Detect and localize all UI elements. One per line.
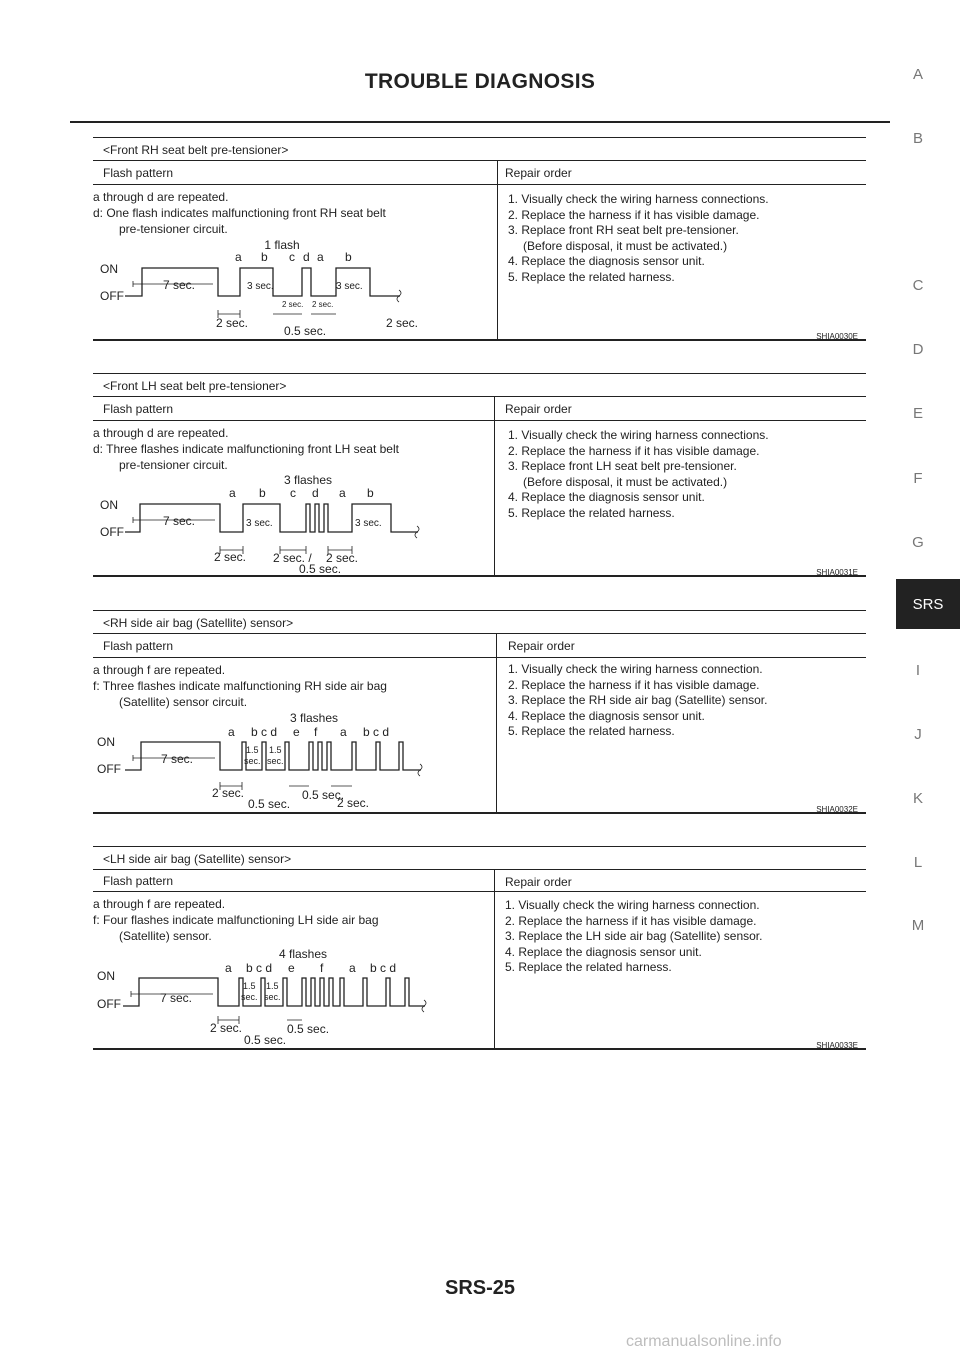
desc-line: a through f are repeated. <box>93 663 226 677</box>
repair-order-header: Repair order <box>505 402 572 416</box>
repair-order-header: Repair order <box>508 639 575 653</box>
segment-letter: b c d <box>251 725 278 739</box>
side-index-d[interactable]: D <box>912 341 924 358</box>
repair-step: 1. Visually check the wiring harness connection. <box>508 662 763 676</box>
block-rh-side-air-bag-sensor <box>93 610 866 815</box>
repair-step: 5. Replace the related harness. <box>505 960 672 974</box>
flash-count-label: 3 flashes <box>283 473 333 487</box>
time-label: 1.5 <box>266 981 279 991</box>
header-rule <box>93 633 866 634</box>
time-label: 3 sec. <box>247 281 274 292</box>
segment-letter: e <box>288 961 295 975</box>
flash-pattern-diagram <box>93 706 438 816</box>
side-index-i[interactable]: I <box>915 662 921 679</box>
time-label: 0.5 sec. <box>248 797 291 811</box>
desc-line: a through d are repeated. <box>93 190 229 204</box>
repair-step: 2. Replace the harness if it has visible damage. <box>505 913 757 928</box>
side-index-j[interactable]: J <box>914 726 922 743</box>
block-bottom-rule <box>93 339 866 341</box>
repair-step: 4. Replace the diagnosis sensor unit. <box>505 944 702 959</box>
repair-step: 3. Replace front LH seat belt pre-tensioner. <box>508 459 737 473</box>
segment-letter: a <box>339 486 346 500</box>
repair-step: (Before disposal, it must be activated.) <box>523 474 728 489</box>
on-label: ON <box>97 969 115 983</box>
time-label: 0.5 sec. <box>302 788 345 802</box>
repair-step: 3. Replace the RH side air bag (Satellite) sensor. <box>508 693 768 707</box>
desc-line: pre-tensioner circuit. <box>119 222 228 236</box>
side-index-e[interactable]: E <box>912 405 923 422</box>
column-divider <box>496 633 497 813</box>
time-label: 3 sec. <box>355 518 382 529</box>
segment-letter: b c d <box>370 961 397 975</box>
time-label: 2 sec. <box>216 316 249 330</box>
segment-letter: e <box>293 725 300 739</box>
time-label: 2 sec. <box>212 786 245 800</box>
column-divider <box>494 869 495 1049</box>
segment-letter: a <box>340 725 347 739</box>
time-label: 3 sec. <box>246 518 273 529</box>
repair-step: 2. Replace the harness if it has visible damage. <box>508 443 760 458</box>
pattern-description <box>93 662 387 710</box>
block-top-rule <box>93 137 866 138</box>
time-label: 1.5 <box>269 745 282 755</box>
figure-code: SHIA0032E <box>816 805 858 814</box>
pattern-description <box>93 189 386 237</box>
header-bottom-rule <box>93 184 866 185</box>
off-label: OFF <box>100 289 124 303</box>
segment-letter: b <box>345 250 352 264</box>
repair-step: 5. Replace the related harness. <box>508 505 675 520</box>
desc-line: (Satellite) sensor circuit. <box>119 695 248 709</box>
time-label: 0.5 sec. <box>284 324 327 338</box>
on-label: ON <box>100 262 118 276</box>
segment-letter: d <box>312 486 319 500</box>
segment-letter: b <box>367 486 374 500</box>
segment-letter: b <box>259 486 266 500</box>
title-divider <box>70 121 890 123</box>
desc-line: pre-tensioner circuit. <box>119 458 228 472</box>
flash-pattern-header: Flash pattern <box>103 639 174 653</box>
page-number: SRS-25 <box>444 1277 516 1299</box>
repair-step: 1. Visually check the wiring harness connection. <box>505 898 760 912</box>
segment-letter: a <box>229 486 236 500</box>
repair-step: 1. Visually check the wiring harness connections. <box>508 192 769 206</box>
block-heading: <Front RH seat belt pre-tensioner> <box>103 143 289 157</box>
side-index-a[interactable]: A <box>912 66 923 83</box>
repair-steps <box>508 662 767 740</box>
side-index-c[interactable]: C <box>912 277 924 294</box>
flash-pattern-header: Flash pattern <box>103 402 174 416</box>
block-bottom-rule <box>93 1048 866 1050</box>
time-label: sec. <box>241 992 258 1002</box>
desc-line: f: Three flashes indicate malfunctioning RH side air bag <box>93 679 387 693</box>
segment-letter: b <box>261 250 268 264</box>
block-front-rh-seat-belt <box>93 137 866 342</box>
time-label: 2 sec. <box>337 796 370 810</box>
on-label: ON <box>97 735 115 749</box>
time-label: 3 sec. <box>336 281 363 292</box>
segment-letter: f <box>314 725 318 739</box>
side-index-k[interactable]: K <box>912 790 923 807</box>
time-label: 7 sec. <box>160 991 193 1005</box>
side-index-srs-active[interactable]: SRS <box>896 579 960 629</box>
segment-letter: b c d <box>363 725 390 739</box>
segment-letter: c <box>290 486 296 500</box>
time-label: 2 sec. <box>326 551 359 565</box>
block-heading: <RH side air bag (Satellite) sensor> <box>103 616 294 630</box>
time-label: 2 sec. <box>214 550 247 564</box>
column-divider <box>494 396 495 576</box>
column-divider <box>497 160 498 339</box>
block-bottom-rule <box>93 575 866 577</box>
time-label: 1.5 <box>243 981 256 991</box>
time-label: 7 sec. <box>163 278 196 292</box>
block-top-rule <box>93 846 866 847</box>
block-front-lh-seat-belt <box>93 373 866 578</box>
segment-letter: d <box>303 250 310 264</box>
repair-step: 4. Replace the diagnosis sensor unit. <box>508 490 705 504</box>
repair-step: 3. Replace the LH side air bag (Satellite) sensor. <box>505 929 763 943</box>
flash-count-label: 4 flashes <box>278 947 328 961</box>
repair-steps <box>505 898 762 976</box>
repair-step: 2. Replace the harness if it has visible damage. <box>508 677 760 692</box>
off-label: OFF <box>100 525 124 539</box>
flash-count-label: 1 flash <box>264 238 300 252</box>
pattern-description <box>93 896 379 944</box>
flash-count-label: 3 flashes <box>289 711 339 725</box>
flash-pattern-header: Flash pattern <box>103 874 174 888</box>
desc-line: a through d are repeated. <box>93 426 229 440</box>
desc-line: d: One flash indicates malfunctioning front RH seat belt <box>93 206 386 220</box>
segment-letter: a <box>349 961 356 975</box>
repair-step: 2. Replace the harness if it has visible damage. <box>508 207 760 222</box>
off-label: OFF <box>97 762 121 776</box>
side-index-b[interactable]: B <box>912 130 923 147</box>
repair-step: 3. Replace front RH seat belt pre-tensioner. <box>508 223 739 237</box>
time-label: 2 sec. <box>282 300 304 309</box>
time-label: 0.5 sec. <box>287 1022 330 1036</box>
time-label: 7 sec. <box>163 514 196 528</box>
header-bottom-rule <box>93 420 866 421</box>
flash-pattern-diagram <box>93 942 438 1052</box>
segment-letter: a <box>225 961 232 975</box>
flash-pattern-diagram <box>93 232 438 342</box>
repair-order-header: Repair order <box>505 166 572 180</box>
time-label: 7 sec. <box>161 752 194 766</box>
desc-line: (Satellite) sensor. <box>119 929 212 943</box>
header-bottom-rule <box>93 657 866 658</box>
time-label: 2 sec. <box>210 1021 243 1035</box>
pattern-description <box>93 425 399 473</box>
block-top-rule <box>93 373 866 374</box>
side-index-l[interactable]: L <box>913 854 923 871</box>
block-bottom-rule <box>93 812 866 814</box>
time-label: 2 sec. / <box>273 551 312 565</box>
block-top-rule <box>93 610 866 611</box>
repair-steps <box>508 192 769 285</box>
block-heading: <LH side air bag (Satellite) sensor> <box>103 852 292 866</box>
side-index-f[interactable]: F <box>913 470 923 487</box>
repair-step: 4. Replace the diagnosis sensor unit. <box>508 254 705 268</box>
repair-step: (Before disposal, it must be activated.) <box>523 238 728 253</box>
block-lh-side-air-bag-sensor <box>93 846 866 1051</box>
time-label: 1.5 <box>246 745 259 755</box>
side-index-g[interactable]: G <box>912 534 924 551</box>
header-rule <box>93 396 866 397</box>
desc-line: d: Three flashes indicate malfunctioning front LH seat belt <box>93 442 399 456</box>
page-title: TROUBLE DIAGNOSIS <box>364 70 596 93</box>
header-bottom-rule <box>93 891 866 892</box>
repair-step: 4. Replace the diagnosis sensor unit. <box>508 708 705 723</box>
time-label: 2 sec. <box>386 316 419 330</box>
segment-letter: a <box>228 725 235 739</box>
repair-step: 5. Replace the related harness. <box>508 724 675 738</box>
time-label: 2 sec. <box>312 300 334 309</box>
segment-letter: a <box>317 250 324 264</box>
desc-line: f: Four flashes indicate malfunctioning LH side air bag <box>93 913 379 927</box>
repair-step: 5. Replace the related harness. <box>508 269 675 284</box>
header-rule <box>93 869 866 870</box>
segment-letter: b c d <box>246 961 273 975</box>
time-label: 0.5 sec. <box>244 1033 287 1047</box>
time-label: 0.5 sec. <box>299 562 342 576</box>
flash-pattern-diagram <box>93 468 438 578</box>
repair-order-header: Repair order <box>505 875 572 889</box>
repair-steps <box>508 428 769 521</box>
side-index-m[interactable]: M <box>911 917 925 934</box>
segment-letter: a <box>235 250 242 264</box>
time-label: sec. <box>264 992 281 1002</box>
header-rule <box>93 160 866 161</box>
segment-letter: f <box>320 961 324 975</box>
block-heading: <Front LH seat belt pre-tensioner> <box>103 379 287 393</box>
figure-code: SHIA0031E <box>816 568 858 577</box>
time-label: sec. <box>244 756 261 766</box>
flash-pattern-header: Flash pattern <box>103 166 174 180</box>
repair-step: 1. Visually check the wiring harness connections. <box>508 428 769 442</box>
figure-code: SHIA0033E <box>816 1041 858 1050</box>
desc-line: a through f are repeated. <box>93 897 226 911</box>
segment-letter: c <box>289 250 295 264</box>
footer-watermark[interactable]: carmanualsonline.info <box>626 1333 782 1350</box>
off-label: OFF <box>97 997 121 1011</box>
on-label: ON <box>100 498 118 512</box>
figure-code: SHIA0030E <box>816 332 858 341</box>
time-label: sec. <box>267 756 284 766</box>
